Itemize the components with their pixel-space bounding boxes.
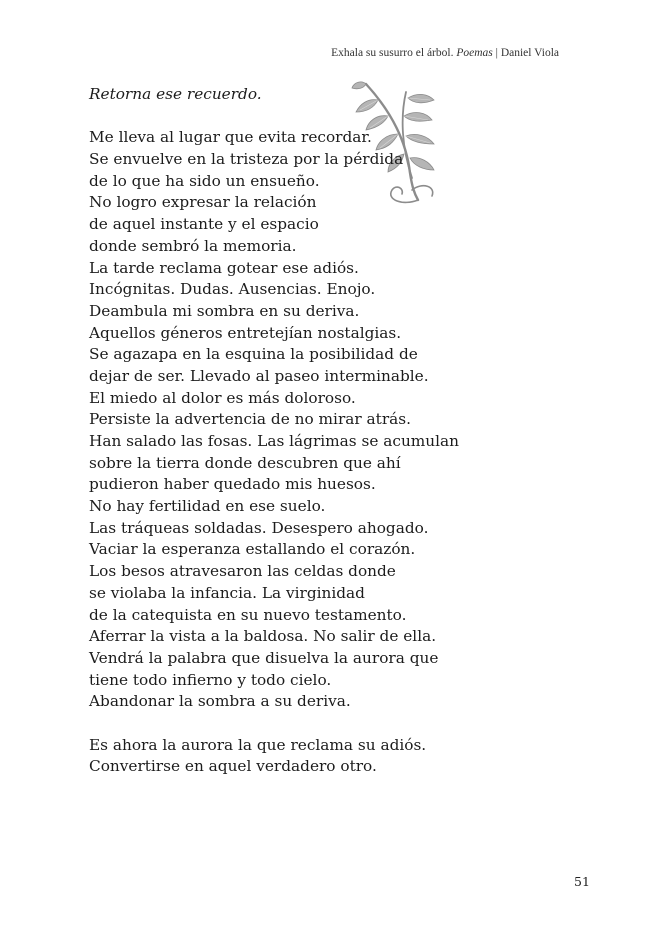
poem-line: de aquel instante y el espacio xyxy=(89,215,319,234)
poem-line: Se envuelve en la tristeza por la pérdida xyxy=(89,150,404,169)
poem-line: Las tráqueas soldadas. Desespero ahogado. xyxy=(89,518,429,537)
poem-line: Incógnitas. Dudas. Ausencias. Enojo. xyxy=(89,280,376,299)
poem-line: Vendrá la palabra que disuelva la aurora que xyxy=(89,648,439,667)
stanza xyxy=(89,735,559,778)
poem-line: sobre la tierra donde descubren que ahí xyxy=(89,453,401,472)
poem-line: Aferrar la vista a la baldosa. No salir de ella. xyxy=(89,627,437,646)
poem-line: Han salado las fosas. Las lágrimas se acumulan xyxy=(89,432,460,450)
poem xyxy=(89,84,559,800)
poem-line: Deambula mi sombra en su deriva. xyxy=(89,301,360,320)
poem-line: Se agazapa en la esquina la posibilidad de xyxy=(89,345,418,364)
poem-stanzas xyxy=(89,127,559,778)
poem-line: Me lleva al lugar que evita recordar. xyxy=(89,128,372,147)
poem-line: donde sembró la memoria. xyxy=(89,236,297,255)
poem-line: Convertirse en aquel verdadero otro. xyxy=(89,757,377,776)
poem-line: Vaciar la esperanza estallando el corazón. xyxy=(89,540,416,559)
running-header xyxy=(331,47,559,59)
stanza xyxy=(89,127,559,713)
poem-line: Es ahora la aurora la que reclama su adiós. xyxy=(89,735,427,754)
header-book-title: Poemas xyxy=(456,47,493,59)
header-author: Daniel Viola xyxy=(500,47,559,59)
poem-line: El miedo al dolor es más doloroso. xyxy=(89,388,356,407)
poem-title: Retorna ese recuerdo. xyxy=(89,85,262,103)
poem-line: dejar de ser. Llevado al paseo interminable. xyxy=(89,366,429,385)
page-number: 51 xyxy=(574,874,590,889)
poem-line: tiene todo infierno y todo cielo. xyxy=(89,670,332,689)
poem-line: No hay fertilidad en ese suelo. xyxy=(89,497,326,516)
poem-line: No logro expresar la relación xyxy=(89,193,317,212)
poem-line: Abandonar la sombra a su deriva. xyxy=(89,692,351,711)
poem-line: pudieron haber quedado mis huesos. xyxy=(89,475,376,494)
poem-line: Los besos atravesaron las celdas donde xyxy=(89,562,396,581)
header-prefix: Exhala su susurro el árbol. xyxy=(331,47,457,59)
poem-line: Persiste la advertencia de no mirar atrás. xyxy=(89,410,411,429)
header-separator: | xyxy=(492,47,501,59)
poem-line: de la catequista en su nuevo testamento. xyxy=(89,605,407,624)
poem-line: de lo que ha sido un ensueño. xyxy=(89,171,320,190)
poem-line: La tarde reclama gotear ese adiós. xyxy=(89,258,359,277)
poem-line: se violaba la infancia. La virginidad xyxy=(89,583,365,602)
poem-line: Aquellos géneros entretejían nostalgias. xyxy=(89,323,402,342)
